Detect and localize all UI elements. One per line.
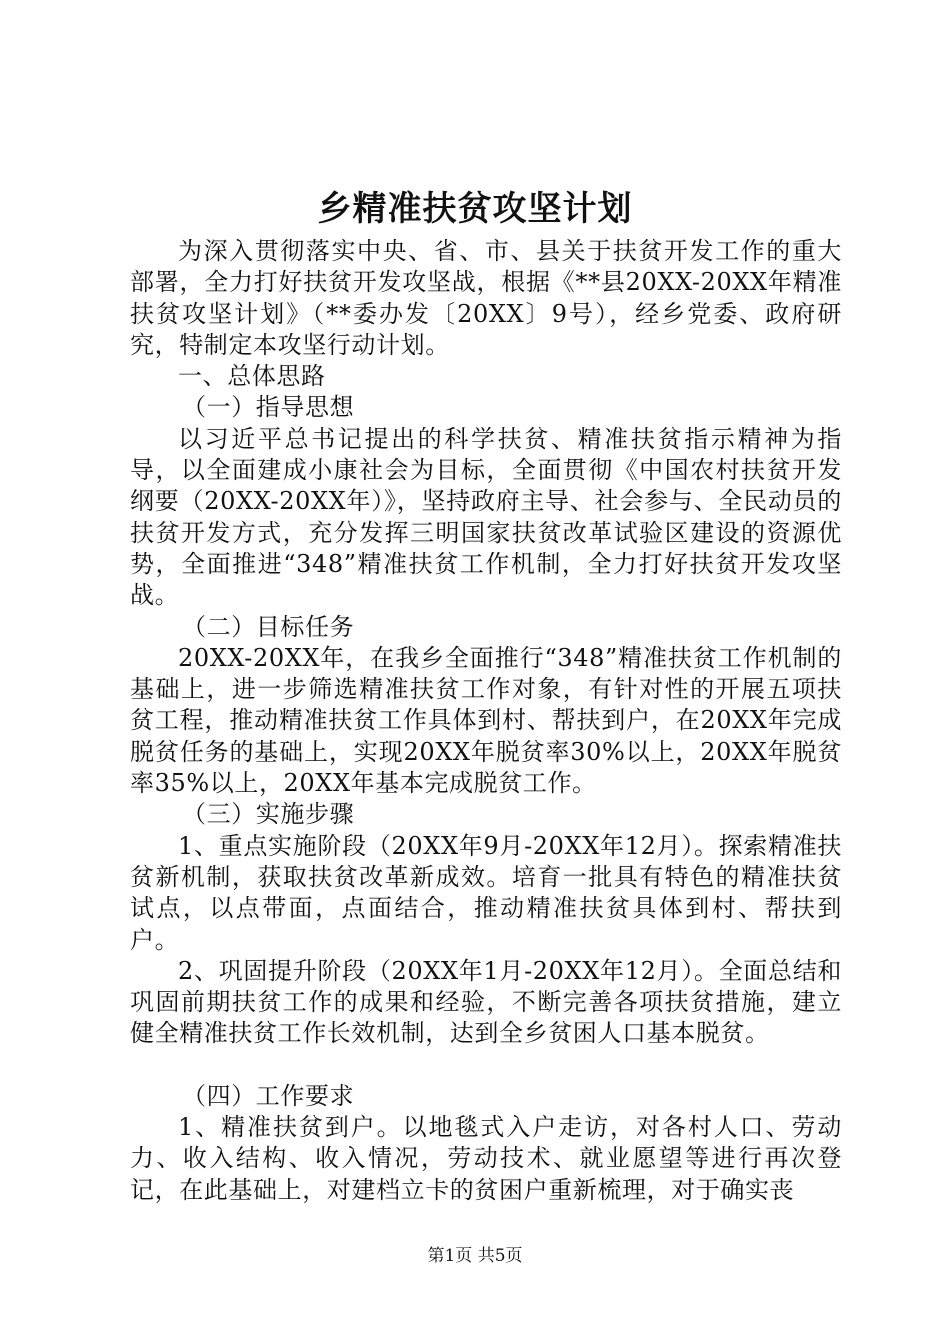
- subheading-requirements: （四）工作要求: [182, 1081, 355, 1110]
- document-body: [130, 236, 842, 1206]
- heading-overall-approach: 一、总体思路: [178, 362, 326, 391]
- subheading-goals: （二）目标任务: [182, 612, 355, 641]
- paragraph-requirement-1: 1、精准扶贫到户。以地毯式入户走访，对各村人口、劳动力、收入结构、收入情况，劳动技术、就业愿望等进行再次登记，在此基础上，对建档立卡的贫困户重新梳理，对于确实丧: [130, 1113, 842, 1204]
- subheading-guiding-thought: （一）指导思想: [182, 393, 355, 422]
- subheading-steps: （三）实施步骤: [182, 800, 355, 829]
- paragraph-guiding-thought: 以习近平总书记提出的科学扶贫、精准扶贫指示精神为指导，以全面建成小康社会为目标，全面贯彻《中国农村扶贫开发纲要（20XX-20XX年）》，坚持政府主导、社会参与、全民动员的扶贫开发方式，充分发挥三明国家扶贫改革试验区建设的资源优势，全面推进“348”精准扶贫工作机制，全力打好扶贫开发攻坚战。: [130, 424, 842, 610]
- page-number-footer: 第1页 共5页: [427, 1246, 523, 1266]
- paragraph-spacer: [130, 1050, 842, 1081]
- paragraph-step-1: 1、重点实施阶段（20XX年9月-20XX年12月）。探索精准扶贫新机制，获取扶贫改革新成效。培育一批具有特色的精准扶贫试点，以点带面，点面结合，推动精准扶贫具体到村、帮扶到户。: [130, 831, 842, 954]
- document-title: 乡精准扶贫攻坚计划: [317, 189, 633, 229]
- paragraph-intro: 为深入贯彻落实中央、省、市、县关于扶贫开发工作的重大部署，全力打好扶贫开发攻坚战，根据《**县20XX-20XX年精准扶贫攻坚计划》（**委办发〔20XX〕9号），经乡党委、政府研究，特制定本攻坚行动计划。: [130, 237, 842, 359]
- paragraph-goals: 20XX-20XX年，在我乡全面推行“348”精准扶贫工作机制的基础上，进一步筛选精准扶贫工作对象，有针对性的开展五项扶贫工程，推动精准扶贫工作具体到村、帮扶到户，在20XX年完成脱贫任务的基础上，实现20XX年脱贫率30%以上，20XX年脱贫率35%以上，20XX年基本完成脱贫工作。: [130, 643, 842, 798]
- paragraph-step-2: 2、巩固提升阶段（20XX年1月-20XX年12月）。全面总结和巩固前期扶贫工作的成果和经验，不断完善各项扶贫措施，建立健全精准扶贫工作长效机制，达到全乡贫困人口基本脱贫。: [130, 956, 842, 1048]
